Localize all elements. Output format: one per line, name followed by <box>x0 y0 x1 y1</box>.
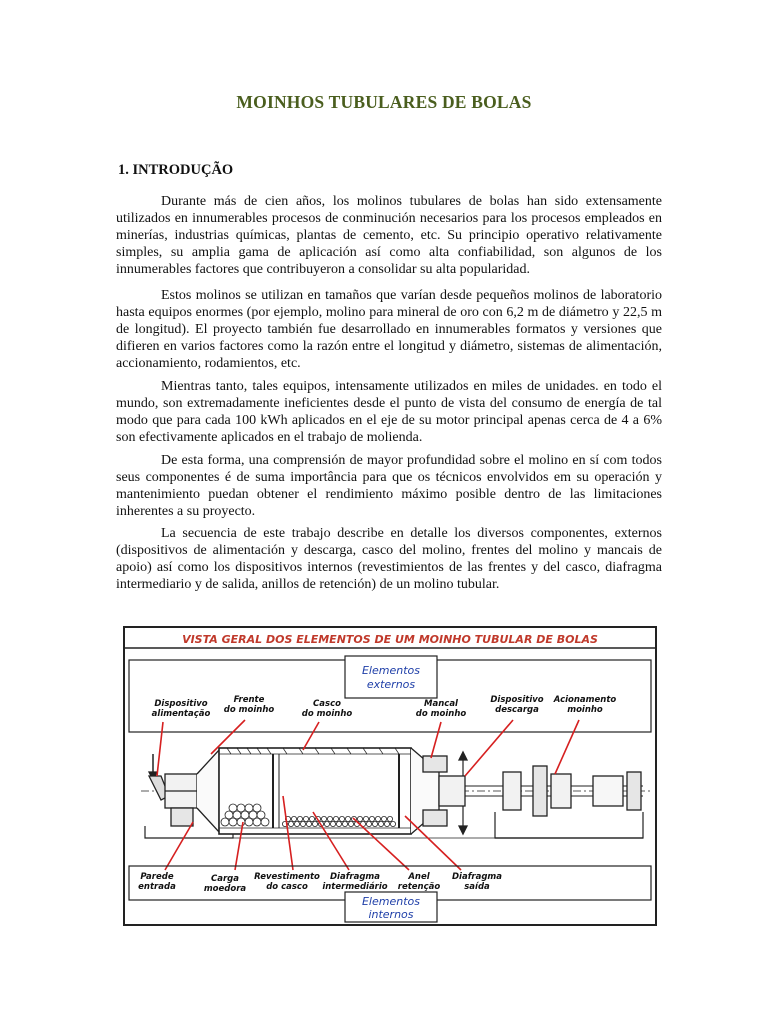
label-outlet-diaphragm-1: Diafragma <box>451 872 503 882</box>
label-retention-ring-2: retenção <box>397 882 441 892</box>
label-shell-liner-1: Revestimento <box>254 872 320 882</box>
label-mill-shell-1: Casco <box>313 699 341 709</box>
label-mill-drive-2: moinho <box>567 705 603 715</box>
label-feed-device-1: Dispositivo <box>154 699 208 709</box>
label-mill-bearing-2: do moinho <box>415 709 467 719</box>
label-discharge-device-1: Dispositivo <box>490 695 544 705</box>
label-mill-drive-1: Acionamento <box>553 695 617 705</box>
label-grinding-charge-1: Carga <box>211 874 239 884</box>
ball-mill-diagram <box>123 626 657 926</box>
label-outlet-diaphragm-2: saída <box>464 882 490 892</box>
paragraph-4: De esta forma, una comprensión de mayor profundidad sobre el molino en sí com todos seus componentes é de suma importância para que os técnicos envolvidos em su operación y mantenimiento puedan obtener el rendimiento máximo posible dentro de las limitaciones inherentes a su proyecto. <box>116 453 662 519</box>
figure-heading: VISTA GERAL DOS ELEMENTOS DE UM MOINHO TUBULAR DE BOLAS <box>182 633 598 646</box>
label-mill-head-1: Frente <box>233 695 265 705</box>
label-inlet-wall-1: Parede <box>140 872 174 882</box>
label-shell-liner-2: do casco <box>266 882 308 892</box>
paragraph-1: Durante más de cien años, los molinos tubulares de bolas han sido extensamente utilizados en innumerables procesos de conminución necesarios para los procesos empleados en minerías, industrias químicas, plantas de cemento, etc. Su principio operativo relativamente simples, su amplia gama de aplicación así como alta confiabilidad, son algunos de los innumerables factores que contribuyeron a consolidar su alta popularidad. <box>116 194 662 277</box>
external-box-line2: externos <box>366 678 416 691</box>
paragraph-5: La secuencia de este trabajo describe en detalle los diversos componentes, externos (dispositivos de alimentación y descarga, casco del molino, frentes del molino y mancais de apoio) así como los dispositivos internos (revestimientos de las frentes y del casco, diafragma intermediario y de salida, anillos de retención) de un molino tubular. <box>116 526 662 592</box>
label-intermediate-diaphragm-1: Diafragma <box>329 872 381 882</box>
section-heading: 1. INTRODUÇÃO <box>118 162 234 178</box>
label-retention-ring-1: Anel <box>408 872 430 882</box>
page-title: MOINHOS TUBULARES DE BOLAS <box>236 92 532 112</box>
label-mill-head-2: do moinho <box>223 705 275 715</box>
internal-box-line2: internos <box>368 908 414 921</box>
external-box-line1: Elementos <box>361 664 421 677</box>
ball-mill-figure <box>123 626 657 926</box>
label-mill-shell-2: do moinho <box>301 709 353 719</box>
label-mill-bearing-1: Mancal <box>424 699 458 709</box>
internal-box-line1: Elementos <box>361 895 421 908</box>
external-elements-box <box>345 656 437 698</box>
label-inlet-wall-2: entrada <box>138 882 176 892</box>
label-grinding-charge-2: moedora <box>203 884 247 894</box>
paragraph-3: Mientras tanto, tales equipos, intensamente utilizados en miles de unidades. en todo el mundo, son extremadamente ineficientes desde el punto de vista del consumo de energía de tal modo que para cada 100 kWh aplicados en el eje de su motor principal apenas cerca de 4 a 6% son efectivamente aplicados en el trabajo de molienda. <box>116 379 662 445</box>
paragraph-2: Estos molinos se utilizan en tamaños que varían desde pequeños molinos de laboratorio hasta equipos enormes (por ejemplo, molino para mineral de oro con 6,2 m de diámetro y 22,5 m de longitud). El proyecto también fue desarrollado en innumerables formatos y versiones que difieren en varios factores como la razón entre el longitud y diámetro, sistemas de alimentación, accionamiento, rodamientos, etc. <box>116 288 662 371</box>
label-discharge-device-2: descarga <box>495 705 539 715</box>
label-intermediate-diaphragm-2: intermediário <box>322 882 388 892</box>
label-feed-device-2: alimentação <box>151 709 211 719</box>
